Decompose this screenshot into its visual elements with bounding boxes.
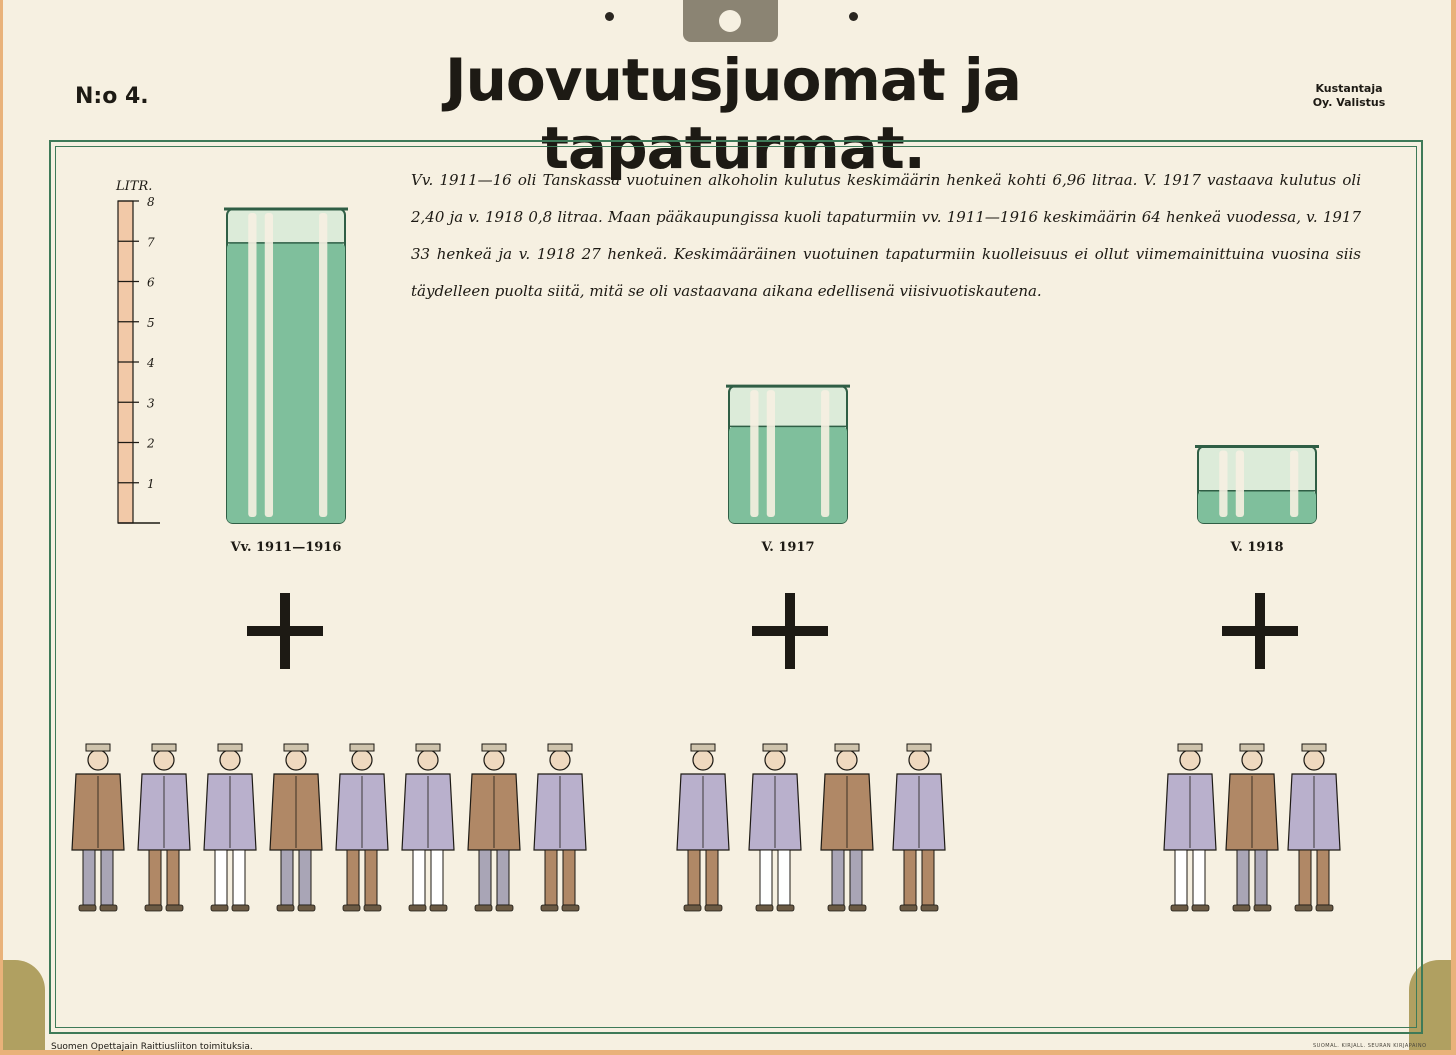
y-tick-label-7: 7 <box>147 235 155 250</box>
people-group-3 <box>1164 744 1340 911</box>
person-shoe <box>828 905 845 911</box>
person-head <box>88 750 108 770</box>
person-shoe <box>562 905 579 911</box>
category-label: V. 1918 <box>1230 540 1284 555</box>
cross-1 <box>247 593 323 669</box>
person-leg-right <box>1255 850 1267 905</box>
person-figure <box>72 744 124 911</box>
person-leg-right <box>778 850 790 905</box>
person-leg-right <box>850 850 862 905</box>
person-head <box>1242 750 1262 770</box>
person-shoe <box>756 905 773 911</box>
person-figure <box>138 744 190 911</box>
cross-vertical <box>280 593 290 669</box>
person-figure <box>1164 744 1216 911</box>
person-shoe <box>364 905 381 911</box>
person-leg-left <box>832 850 844 905</box>
y-tick-label-6: 6 <box>147 275 155 290</box>
glass-3 <box>1195 447 1319 555</box>
person-head <box>154 750 174 770</box>
glass-highlight <box>1219 451 1227 517</box>
person-leg-right <box>101 850 113 905</box>
person-leg-right <box>1193 850 1205 905</box>
litre-scale <box>115 179 160 523</box>
people-group-2 <box>677 744 945 911</box>
person-shoe <box>849 905 866 911</box>
person-leg-left <box>760 850 772 905</box>
person-hat <box>1240 744 1264 751</box>
person-head <box>1180 750 1200 770</box>
glass-highlight <box>248 213 256 517</box>
person-leg-left <box>1299 850 1311 905</box>
person-hat <box>1178 744 1202 751</box>
glass-highlight <box>319 213 327 517</box>
publisher-name: Oy. Valistus <box>1312 96 1386 109</box>
cross-2 <box>752 593 828 669</box>
person-shoe <box>705 905 722 911</box>
person-head <box>1304 750 1324 770</box>
cross-3 <box>1222 593 1298 669</box>
person-hat <box>548 744 572 751</box>
person-leg-left <box>1237 850 1249 905</box>
chart-svg <box>3 0 1451 1050</box>
person-figure <box>336 744 388 911</box>
glass-1 <box>224 209 348 555</box>
glass-highlight <box>1236 451 1244 517</box>
person-shoe <box>1254 905 1271 911</box>
person-figure <box>1226 744 1278 911</box>
person-leg-right <box>167 850 179 905</box>
person-figure <box>677 744 729 911</box>
publisher-label: Kustantaja <box>1315 82 1383 95</box>
person-shoe <box>1233 905 1250 911</box>
person-leg-left <box>83 850 95 905</box>
footer-left: Suomen Opettajain Raittiusliiton toimituksia. <box>51 1042 253 1052</box>
glass-highlight <box>1290 451 1298 517</box>
person-head <box>909 750 929 770</box>
person-shoe <box>298 905 315 911</box>
person-shoe <box>430 905 447 911</box>
poster-title: Juovutusjuomat ja tapaturmat. <box>445 46 1021 182</box>
person-hat <box>152 744 176 751</box>
person-leg-right <box>365 850 377 905</box>
person-hat <box>86 744 110 751</box>
person-hat <box>691 744 715 751</box>
person-shoe <box>232 905 249 911</box>
person-leg-right <box>497 850 509 905</box>
person-leg-left <box>281 850 293 905</box>
person-figure <box>204 744 256 911</box>
person-figure <box>893 744 945 911</box>
y-tick-label-8: 8 <box>147 195 155 209</box>
cross-vertical <box>785 593 795 669</box>
y-tick-label-2: 2 <box>147 436 155 451</box>
person-hat <box>416 744 440 751</box>
person-head <box>286 750 306 770</box>
person-leg-right <box>706 850 718 905</box>
person-head <box>484 750 504 770</box>
person-shoe <box>166 905 183 911</box>
person-head <box>352 750 372 770</box>
glass-highlight <box>767 390 775 517</box>
person-shoe <box>1192 905 1209 911</box>
person-leg-right <box>1317 850 1329 905</box>
people-group-1 <box>72 744 586 911</box>
person-head <box>765 750 785 770</box>
person-shoe <box>145 905 162 911</box>
person-shoe <box>211 905 228 911</box>
glass-highlight <box>265 213 273 517</box>
person-leg-left <box>545 850 557 905</box>
person-hat <box>1302 744 1326 751</box>
person-shoe <box>496 905 513 911</box>
person-shoe <box>1316 905 1333 911</box>
person-leg-right <box>233 850 245 905</box>
person-shoe <box>900 905 917 911</box>
person-shoe <box>475 905 492 911</box>
person-leg-left <box>215 850 227 905</box>
person-head <box>220 750 240 770</box>
y-tick-label-5: 5 <box>147 315 155 330</box>
footer-right: SUOMAL. KIRJALL. SEURAN KIRJAPAINO <box>1313 1043 1427 1049</box>
person-shoe <box>1171 905 1188 911</box>
person-leg-left <box>149 850 161 905</box>
person-head <box>837 750 857 770</box>
category-label: V. 1917 <box>761 540 815 555</box>
person-figure <box>534 744 586 911</box>
person-shoe <box>777 905 794 911</box>
person-shoe <box>79 905 96 911</box>
person-shoe <box>921 905 938 911</box>
y-tick-label-1: 1 <box>147 476 155 491</box>
person-figure <box>270 744 322 911</box>
person-head <box>693 750 713 770</box>
person-leg-right <box>563 850 575 905</box>
person-leg-left <box>479 850 491 905</box>
person-hat <box>835 744 859 751</box>
person-shoe <box>100 905 117 911</box>
person-leg-left <box>347 850 359 905</box>
person-shoe <box>277 905 294 911</box>
person-figure <box>1288 744 1340 911</box>
person-hat <box>284 744 308 751</box>
person-leg-right <box>922 850 934 905</box>
cross-vertical <box>1255 593 1265 669</box>
person-hat <box>350 744 374 751</box>
person-shoe <box>409 905 426 911</box>
y-tick-label-4: 4 <box>147 356 155 370</box>
person-figure <box>749 744 801 911</box>
person-shoe <box>541 905 558 911</box>
glass-highlight <box>750 390 758 517</box>
person-figure <box>821 744 873 911</box>
person-shoe <box>1295 905 1312 911</box>
person-shoe <box>343 905 360 911</box>
y-tick-label-3: 3 <box>147 396 155 411</box>
description-text: Vv. 1911—16 oli Tanskassa vuotuinen alkoholin kulutus keskimäärin henkeä kohti 6,96 litraa. V. 1917 vastaava kulutus oli 2,40 ja v. 1918 0,8 litraa. Maan pääkaupungissa kuoli tapaturmiin vv. 1911—1916 keskimäärin 64 henkeä vuodessa, v. 1917 33 henkeä ja v. 1918 27 henkeä. Keskimääräinen vuotuinen tapaturmiin kuolleisuus ei ollut viimemainittuina vuosina siis täydelleen puolta siitä, mitä se oli vastaavana aikana edellisenä viisivuotiskautena. <box>411 171 1361 300</box>
person-head <box>418 750 438 770</box>
person-hat <box>218 744 242 751</box>
person-leg-right <box>431 850 443 905</box>
person-leg-left <box>1175 850 1187 905</box>
person-leg-left <box>904 850 916 905</box>
poster-number: N:o 4. <box>75 84 149 109</box>
y-axis-label: LITR. <box>116 179 153 194</box>
person-hat <box>907 744 931 751</box>
poster <box>3 0 1451 1050</box>
glass-highlight <box>821 390 829 517</box>
person-leg-right <box>299 850 311 905</box>
person-leg-left <box>688 850 700 905</box>
person-figure <box>402 744 454 911</box>
person-hat <box>482 744 506 751</box>
category-label: Vv. 1911—1916 <box>230 540 342 555</box>
person-shoe <box>684 905 701 911</box>
person-hat <box>763 744 787 751</box>
person-head <box>550 750 570 770</box>
person-leg-left <box>413 850 425 905</box>
glass-2 <box>726 386 850 555</box>
person-figure <box>468 744 520 911</box>
